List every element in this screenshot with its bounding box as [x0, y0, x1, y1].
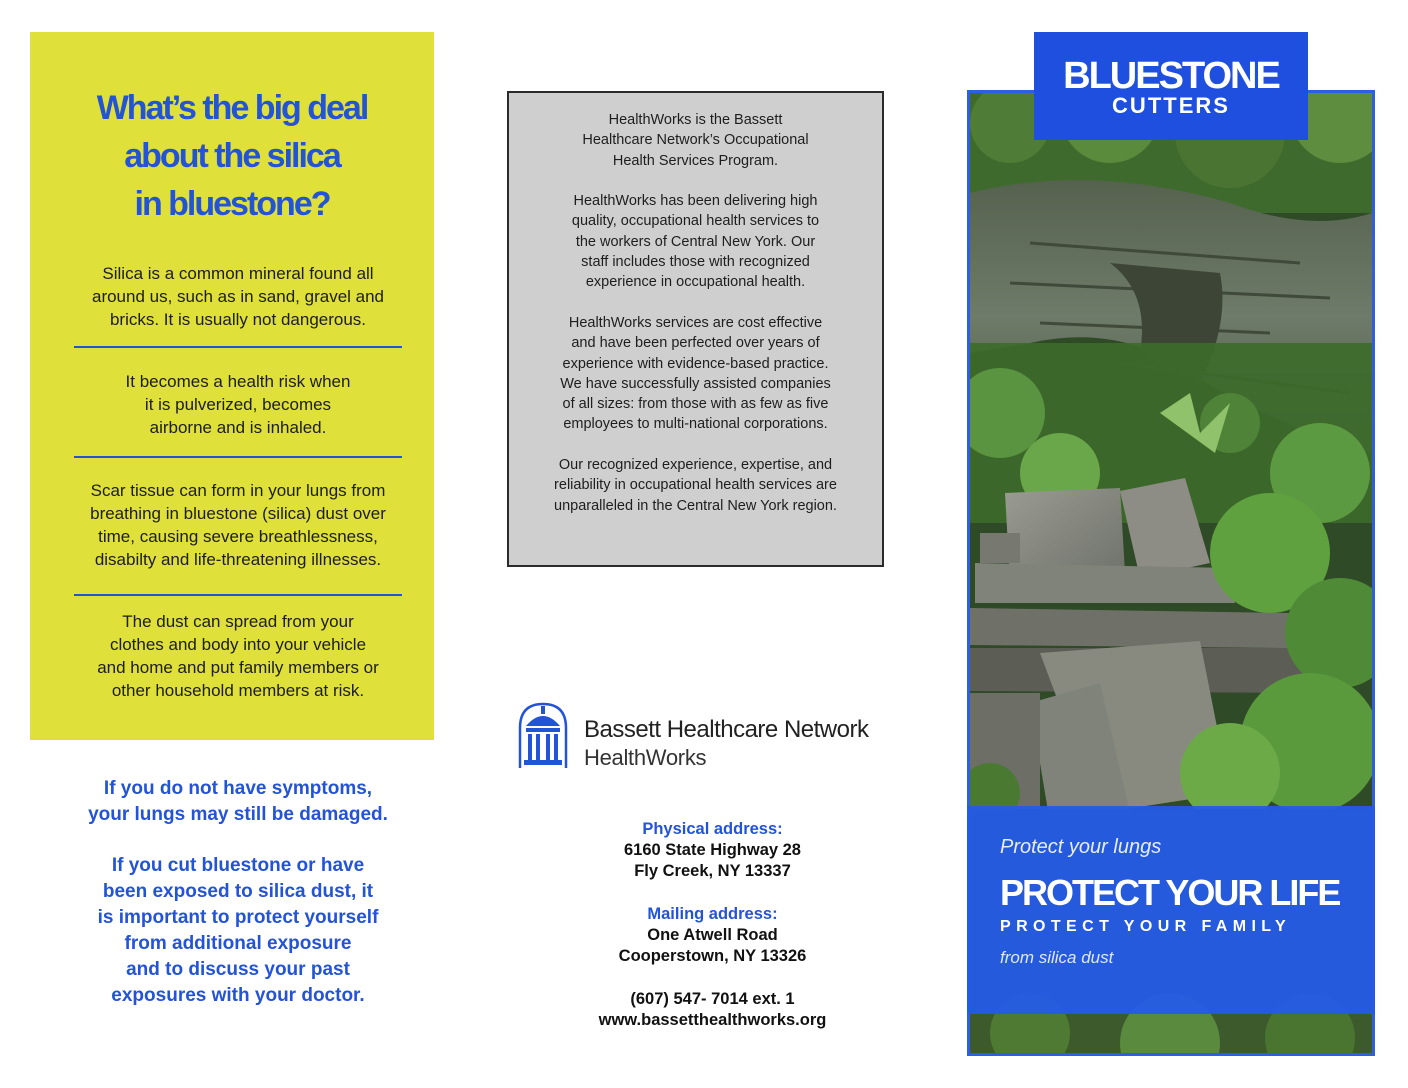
text-line: If you do not have symptoms, [103, 778, 373, 799]
text-line: breathing in bluestone (silica) dust over [90, 504, 386, 523]
text-line: Scar tissue can form in your lungs from [90, 481, 386, 500]
text-line: other household members at risk. [111, 681, 365, 700]
text-line: experience in occupational health. [585, 274, 806, 291]
text-line: Health Services Program. [612, 152, 779, 169]
text-line: clothes and body into your vehicle [109, 635, 367, 654]
text-line: reliability in occupational health services are [554, 477, 837, 494]
text-line: it is pulverized, becomes [144, 395, 332, 414]
heading-line: What’s the big deal [96, 89, 368, 127]
text-line: and to discuss your past [126, 959, 350, 980]
exposure-warning [40, 853, 436, 1009]
text-line: employees to multi-national corporations. [563, 416, 828, 433]
address-line: Fly Creek, NY 13337 [634, 862, 791, 880]
text-line: bricks. It is usually not dangerous. [109, 310, 367, 329]
info-paragraph [525, 455, 866, 516]
text-line: We have successfully assisted companies [560, 375, 831, 392]
contact-info [540, 989, 885, 1031]
text-line: The dust can spread from your [122, 612, 354, 631]
tagline-silica: from silica dust [1000, 948, 1114, 967]
text-line: the workers of Central New York. Our [575, 233, 816, 250]
cover-title: BLUESTONE [1063, 55, 1279, 97]
text-line: quality, occupational health services to [571, 213, 820, 230]
mailing-address [540, 904, 885, 967]
divider [74, 346, 402, 348]
text-line: Silica is a common mineral found all [102, 264, 374, 283]
text-line: It becomes a health risk when [125, 372, 351, 391]
logo-subtitle: HealthWorks [584, 745, 707, 770]
text-line: disabilty and life-threatening illnesses. [94, 550, 382, 569]
tagline-lungs: Protect your lungs [1000, 836, 1162, 858]
mailing-address-label: Mailing address: [647, 905, 778, 923]
heading-line: about the silica [124, 137, 340, 175]
text-line: and have been perfected over years of [571, 335, 820, 352]
text-line: unparalleled in the Central New York region. [554, 497, 837, 514]
health-risk-paragraph [56, 370, 420, 439]
tagline-family: PROTECT YOUR FAMILY [1000, 918, 1292, 935]
logo-name: Bassett Healthcare Network [584, 716, 869, 743]
text-line: staff includes those with recognized [581, 253, 810, 270]
text-line: HealthWorks is the Bassett [608, 112, 783, 128]
silica-intro-paragraph [56, 262, 420, 331]
info-paragraph [525, 191, 866, 292]
cover-title-block [1034, 32, 1308, 140]
text-line: Healthcare Network’s Occupational [582, 132, 809, 149]
address-line: 6160 State Highway 28 [623, 841, 801, 859]
text-line: experience with evidence-based practice. [562, 355, 829, 372]
address-line: One Atwell Road [647, 926, 778, 944]
text-line: Our recognized experience, expertise, and [558, 457, 833, 473]
healthworks-info-box [507, 91, 884, 567]
physical-address [540, 819, 885, 882]
address-line: Cooperstown, NY 13326 [618, 947, 807, 965]
info-paragraph [525, 110, 866, 171]
symptoms-warning [40, 776, 436, 828]
dust-spread-paragraph [56, 610, 420, 702]
divider [74, 456, 402, 458]
bassett-logo [516, 700, 896, 770]
text-line: HealthWorks has been delivering high [573, 193, 818, 209]
tagline-band [967, 806, 1375, 1014]
text-line: around us, such as in sand, gravel and [91, 287, 385, 306]
physical-address-label: Physical address: [642, 820, 783, 838]
info-paragraph [525, 313, 866, 435]
phone-number: (607) 547- 7014 ext. 1 [630, 990, 795, 1008]
tagline-life: PROTECT YOUR LIFE [1000, 872, 1340, 913]
divider [74, 594, 402, 596]
heading-line: in bluestone? [134, 185, 330, 223]
text-line: is important to protect yourself [97, 907, 379, 928]
gazebo-icon [516, 700, 570, 770]
text-line: HealthWorks services are cost effective [568, 315, 823, 331]
cover-subtitle: CUTTERS [1112, 93, 1230, 118]
text-line: time, causing severe breathlessness, [98, 527, 378, 546]
text-line: been exposed to silica dust, it [102, 881, 374, 902]
left-heading [30, 84, 434, 228]
text-line: If you cut bluestone or have [111, 855, 365, 876]
text-line: of all sizes: from those with as few as five [562, 396, 829, 413]
text-line: exposures with your doctor. [111, 985, 365, 1006]
scar-tissue-paragraph [56, 479, 420, 571]
text-line: from additional exposure [124, 933, 352, 954]
text-line: and home and put family members or [97, 658, 379, 677]
website-link[interactable]: www.bassetthealthworks.org [598, 1011, 827, 1029]
text-line: airborne and is inhaled. [149, 418, 327, 437]
text-line: your lungs may still be damaged. [88, 804, 388, 825]
